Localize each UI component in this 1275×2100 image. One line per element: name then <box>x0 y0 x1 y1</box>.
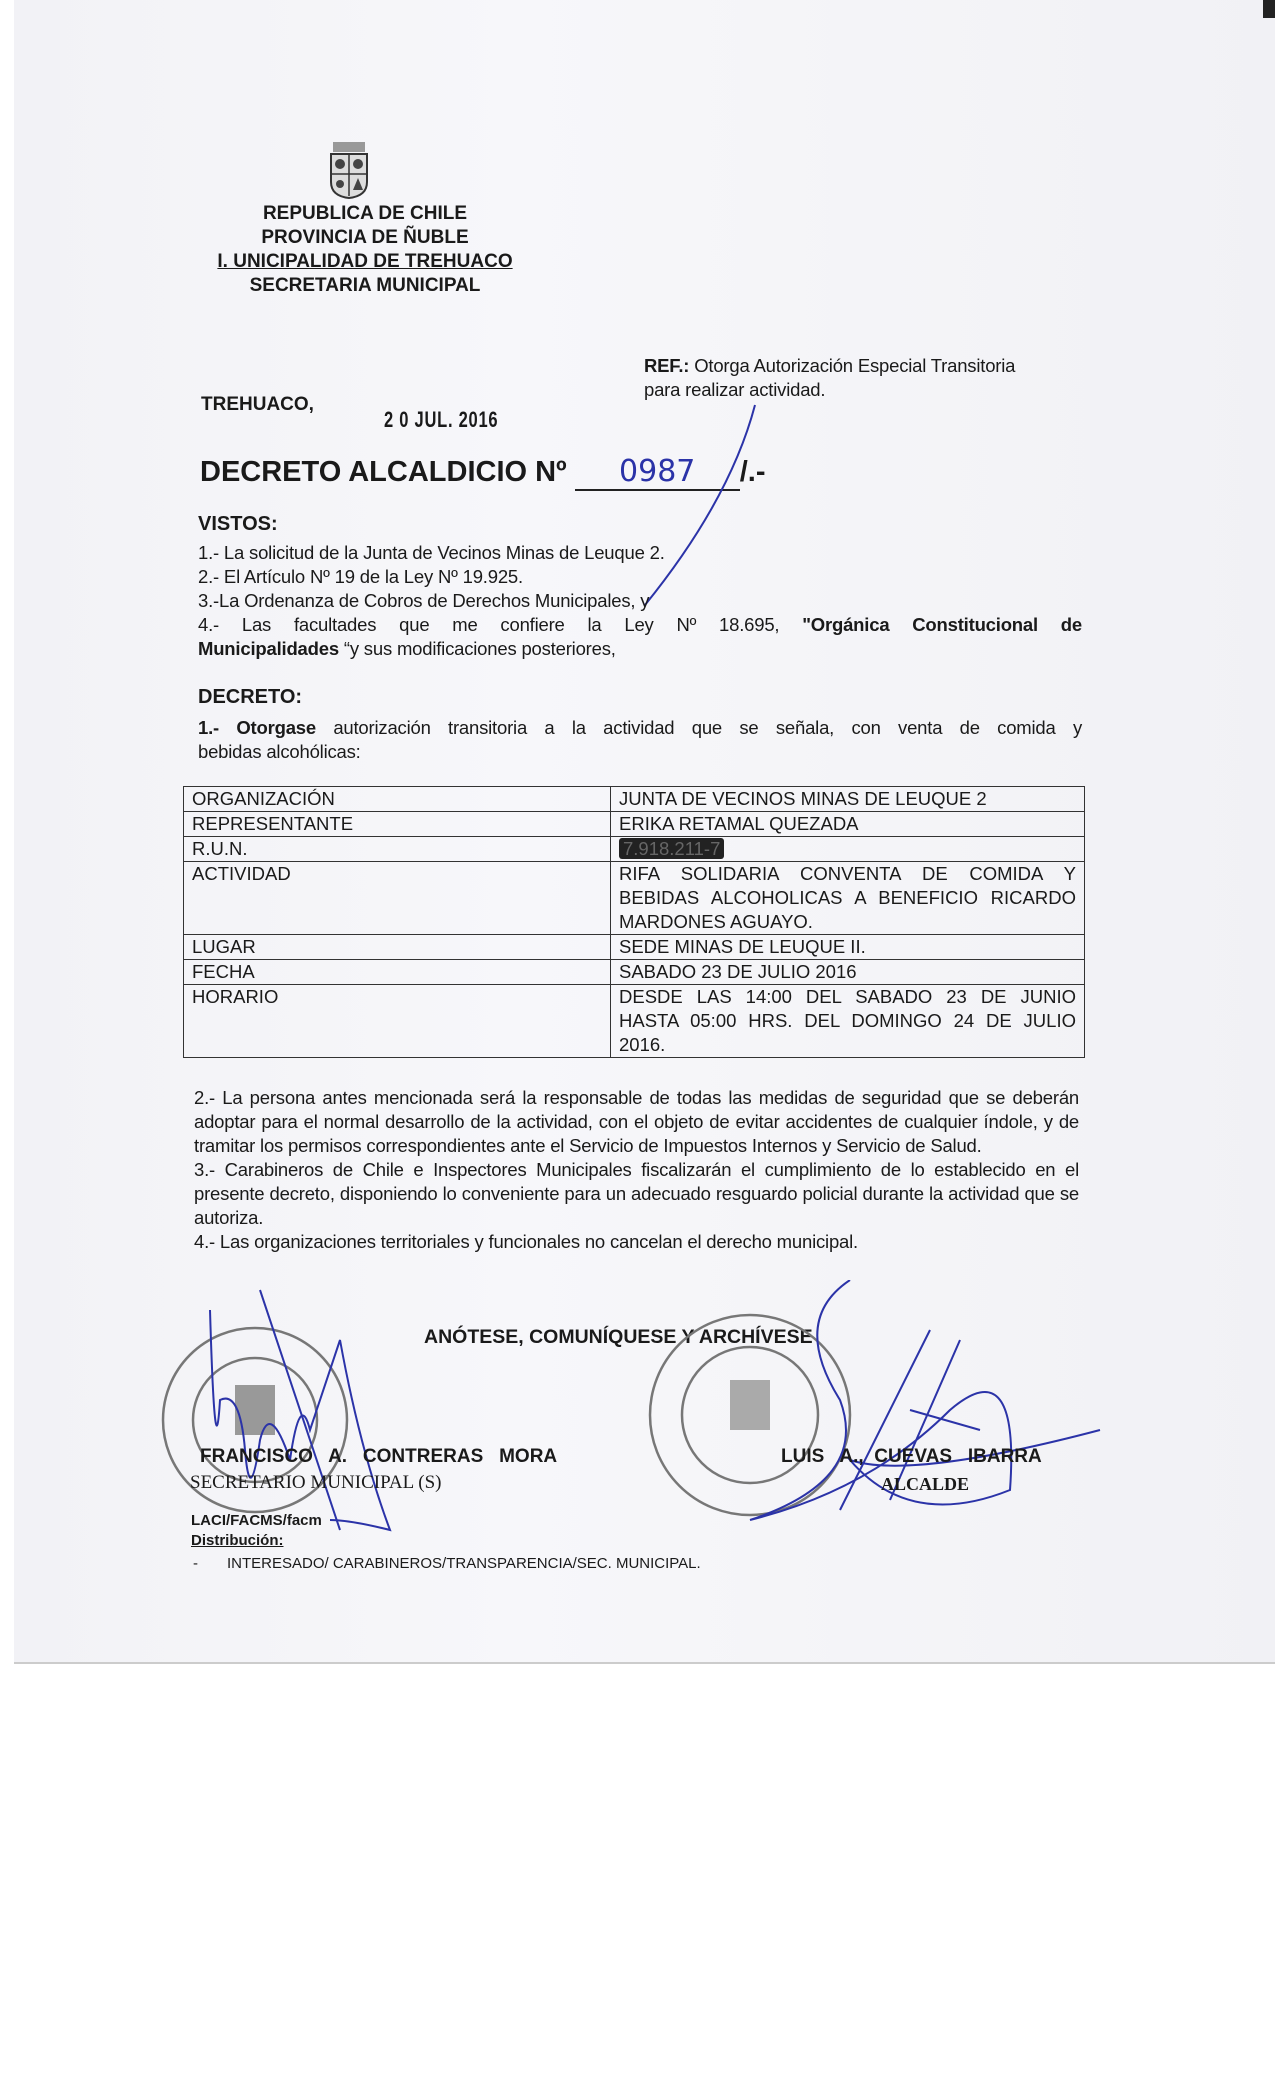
vistos-item: 2.- El Artículo Nº 19 de la Ley Nº 19.925. <box>198 566 523 587</box>
table-row <box>184 812 1085 837</box>
table-row <box>184 985 1085 1058</box>
vistos-heading: VISTOS: <box>198 513 278 535</box>
vistos-item-cont: “y sus modificaciones posteriores, <box>343 638 616 659</box>
mayor-title: ALCALDE <box>881 1474 970 1494</box>
letterhead-line: PROVINCIA DE ÑUBLE <box>261 227 469 248</box>
letterhead <box>200 202 530 298</box>
p1-text: autorización transitoria a la actividad que se señala, con venta de comida y <box>315 717 1083 738</box>
vistos-item: 3.-La Ordenanza de Cobros de Derechos Municipales, y <box>198 590 650 611</box>
coat-of-arms-icon <box>325 140 373 200</box>
vistos-item: 4.- Las facultades que me confiere la Ley Nº 18.695, <box>198 614 803 635</box>
mayor-name: LUIS A., CUEVAS IBARRA <box>781 1446 1042 1467</box>
paragraph: 3.- Carabineros de Chile e Inspectores Municipales fiscalizarán el cumplimiento de lo establecido en el presente decreto, disponiendo lo conveniente para un adecuado resguardo policial durante la actividad que se autoriza. <box>194 1159 1079 1228</box>
row-label: R.U.N. <box>184 837 611 862</box>
secretary-title: SECRETARIO MUNICIPAL (S) <box>190 1472 442 1493</box>
decree-suffix: /.- <box>739 456 766 488</box>
date-stamp: 2 0 JUL. 2016 <box>384 407 499 432</box>
letterhead-line: I. UNICIPALIDAD DE TREHUACO <box>217 251 513 272</box>
letterhead-line: SECRETARIA MUNICIPAL <box>249 275 481 296</box>
row-label: ACTIVIDAD <box>184 862 611 935</box>
distribution-heading: Distribución: <box>191 1532 284 1549</box>
row-label: LUGAR <box>184 935 611 960</box>
table-row <box>184 862 1085 935</box>
table-row <box>184 787 1085 812</box>
distribution-list: INTERESADO/ CARABINEROS/TRANSPARENCIA/SEC. MUNICIPAL. <box>227 1555 701 1572</box>
row-value: DESDE LAS 14:00 DEL SABADO 23 DE JUNIO HASTA 05:00 HRS. DEL DOMINGO 24 DE JULIO 2016. <box>611 985 1085 1058</box>
row-value: ERIKA RETAMAL QUEZADA <box>611 812 1085 837</box>
row-label: FECHA <box>184 960 611 985</box>
redacted-run: 7.918.211-7 <box>619 838 724 859</box>
vistos-item: 1.- La solicitud de la Junta de Vecinos Minas de Leuque 2. <box>198 542 665 563</box>
closing: ANÓTESE, COMUNÍQUESE Y ARCHÍVESE <box>424 1326 813 1348</box>
decree-number: 0987 <box>575 454 740 491</box>
vistos-list <box>198 541 1082 661</box>
row-value: JUNTA DE VECINOS MINAS DE LEUQUE 2 <box>611 787 1085 812</box>
row-label: HORARIO <box>184 985 611 1058</box>
activity-table <box>183 786 1085 1058</box>
stamps-and-signatures <box>150 1280 1150 1540</box>
row-label: ORGANIZACIÓN <box>184 787 611 812</box>
row-value: SEDE MINAS DE LEUQUE II. <box>611 935 1085 960</box>
row-label: REPRESENTANTE <box>184 812 611 837</box>
law-name-cont: Municipalidades <box>198 638 344 659</box>
paragraph: 4.- Las organizaciones territoriales y funcionales no cancelan el derecho municipal. <box>194 1231 858 1252</box>
row-value: SABADO 23 DE JULIO 2016 <box>611 960 1085 985</box>
place: TREHUACO, <box>201 394 314 415</box>
row-value: RIFA SOLIDARIA CONVENTA DE COMIDA Y BEBIDAS ALCOHOLICAS A BENEFICIO RICARDO MARDONES AGUAYO. <box>611 862 1085 935</box>
reference <box>644 354 1015 402</box>
ref-label: REF.: <box>644 355 690 376</box>
paragraphs <box>194 1086 1079 1254</box>
scan-edge <box>1263 0 1275 18</box>
ref-text: Otorga Autorización Especial Transitoria <box>689 355 1016 376</box>
p1-bold: 1.- Otorgase <box>198 717 316 738</box>
table-row <box>184 935 1085 960</box>
table-row <box>184 837 1085 862</box>
decreto-heading: DECRETO: <box>198 686 303 708</box>
paragraph: 2.- La persona antes mencionada será la responsable de todas las medidas de seguridad que se deberán adoptar para el normal desarrollo de la actividad, con el objeto de evitar accidentes de cualquier índole, y de tramitar los permisos correspondientes ante el Servicio de Impuestos Internos y Servicio de Salud. <box>194 1087 1079 1156</box>
decreto-p1 <box>198 716 1082 764</box>
p1-text-2: bebidas alcohólicas: <box>198 741 361 762</box>
law-name: "Orgánica Constitucional de <box>802 614 1082 635</box>
distribution-bullet: - <box>193 1555 198 1572</box>
secretary-name: FRANCISCO A. CONTRERAS MORA <box>200 1446 558 1467</box>
letterhead-line: REPUBLICA DE CHILE <box>262 203 468 224</box>
decree-title-text: DECRETO ALCALDICIO Nº <box>200 456 567 488</box>
initials: LACI/FACMS/facm <box>191 1512 322 1529</box>
table-row <box>184 960 1085 985</box>
ref-text-2: para realizar actividad. <box>644 379 826 400</box>
